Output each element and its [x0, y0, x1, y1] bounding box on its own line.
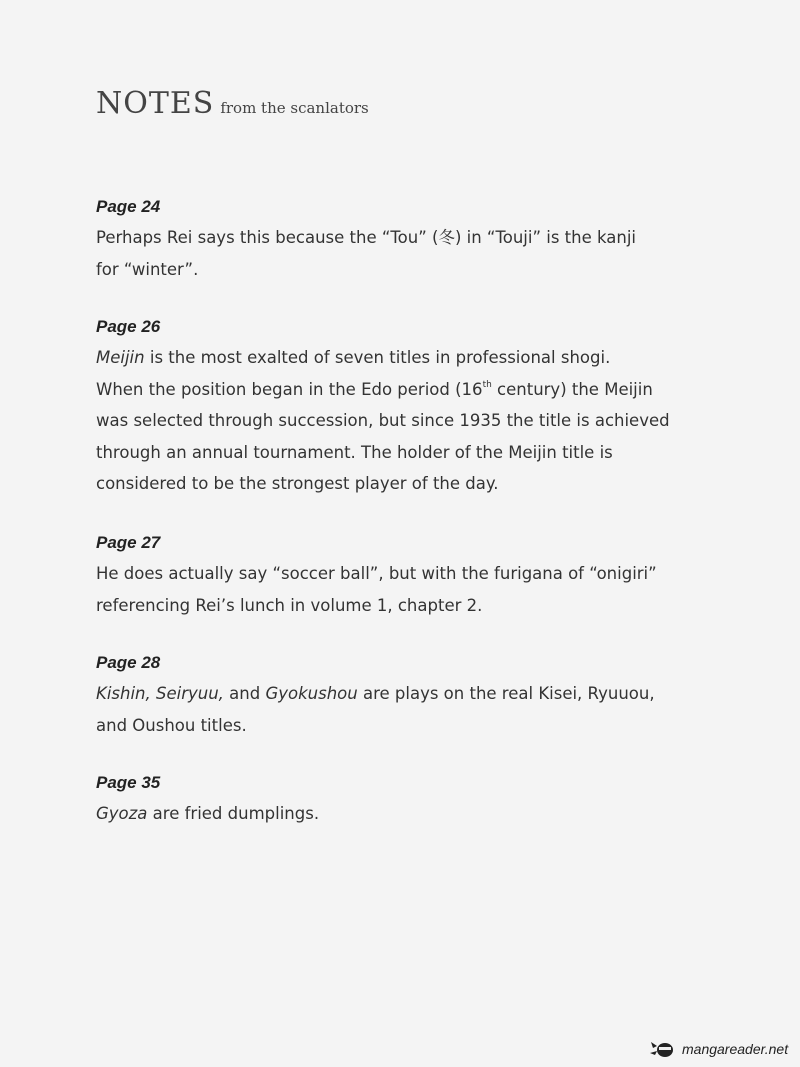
note-text: are fried dumplings. [147, 804, 320, 823]
note-title: Page 28 [96, 653, 161, 672]
note-page-28 [96, 652, 696, 741]
note-line: was selected through succession, but since 1935 the title is achieved [96, 411, 670, 430]
note-text: and [223, 684, 266, 703]
note-body [96, 342, 696, 500]
note-text: century) the Meijin [491, 379, 653, 399]
term-meijin: Meijin [96, 348, 145, 367]
note-title: Page 27 [96, 533, 161, 552]
note-page-26 [96, 316, 696, 500]
term-gyoza: Gyoza [96, 804, 148, 823]
note-line: and Oushou titles. [96, 715, 247, 735]
note-page-27 [96, 532, 696, 621]
title-notes: NOTES [96, 86, 215, 121]
note-line: Perhaps Rei says this because the “Tou” (冬) in “Touji” is the kanji [96, 228, 637, 247]
ordinal-superscript: th [482, 379, 492, 390]
note-body [96, 678, 696, 741]
watermark [650, 1040, 788, 1058]
title-subtitle: from the scanlators [220, 99, 369, 117]
note-title: Page 35 [96, 773, 161, 792]
note-line [96, 342, 696, 374]
note-line [96, 374, 696, 406]
note-text: are plays on the real Kisei, Ryuuou, [357, 684, 655, 703]
note-body [96, 222, 696, 285]
term-kishin-seiryuu: Kishin, Seiryuu, [96, 684, 224, 703]
page-title [96, 86, 369, 121]
note-title: Page 26 [96, 317, 161, 336]
note-line: for “winter”. [96, 259, 199, 279]
note-body [96, 798, 696, 830]
note-text: When the position began in the Edo period (16 [96, 379, 483, 399]
ninja-icon [650, 1040, 678, 1058]
note-line: referencing Rei’s lunch in volume 1, chapter 2. [96, 595, 483, 615]
note-line: through an annual tournament. The holder of the Meijin title is [96, 442, 613, 462]
watermark-text: mangareader.net [682, 1041, 789, 1057]
term-gyokushou: Gyokushou [265, 684, 358, 703]
note-line: He does actually say “soccer ball”, but with the furigana of “onigiri” [96, 564, 657, 583]
note-line [96, 678, 696, 710]
note-line [96, 798, 696, 830]
note-body [96, 558, 696, 621]
note-text: is the most exalted of seven titles in professional shogi. [144, 348, 611, 367]
note-page-24 [96, 196, 696, 285]
note-title: Page 24 [96, 197, 161, 216]
note-line: considered to be the strongest player of the day. [96, 474, 499, 493]
note-page-35 [96, 772, 696, 830]
